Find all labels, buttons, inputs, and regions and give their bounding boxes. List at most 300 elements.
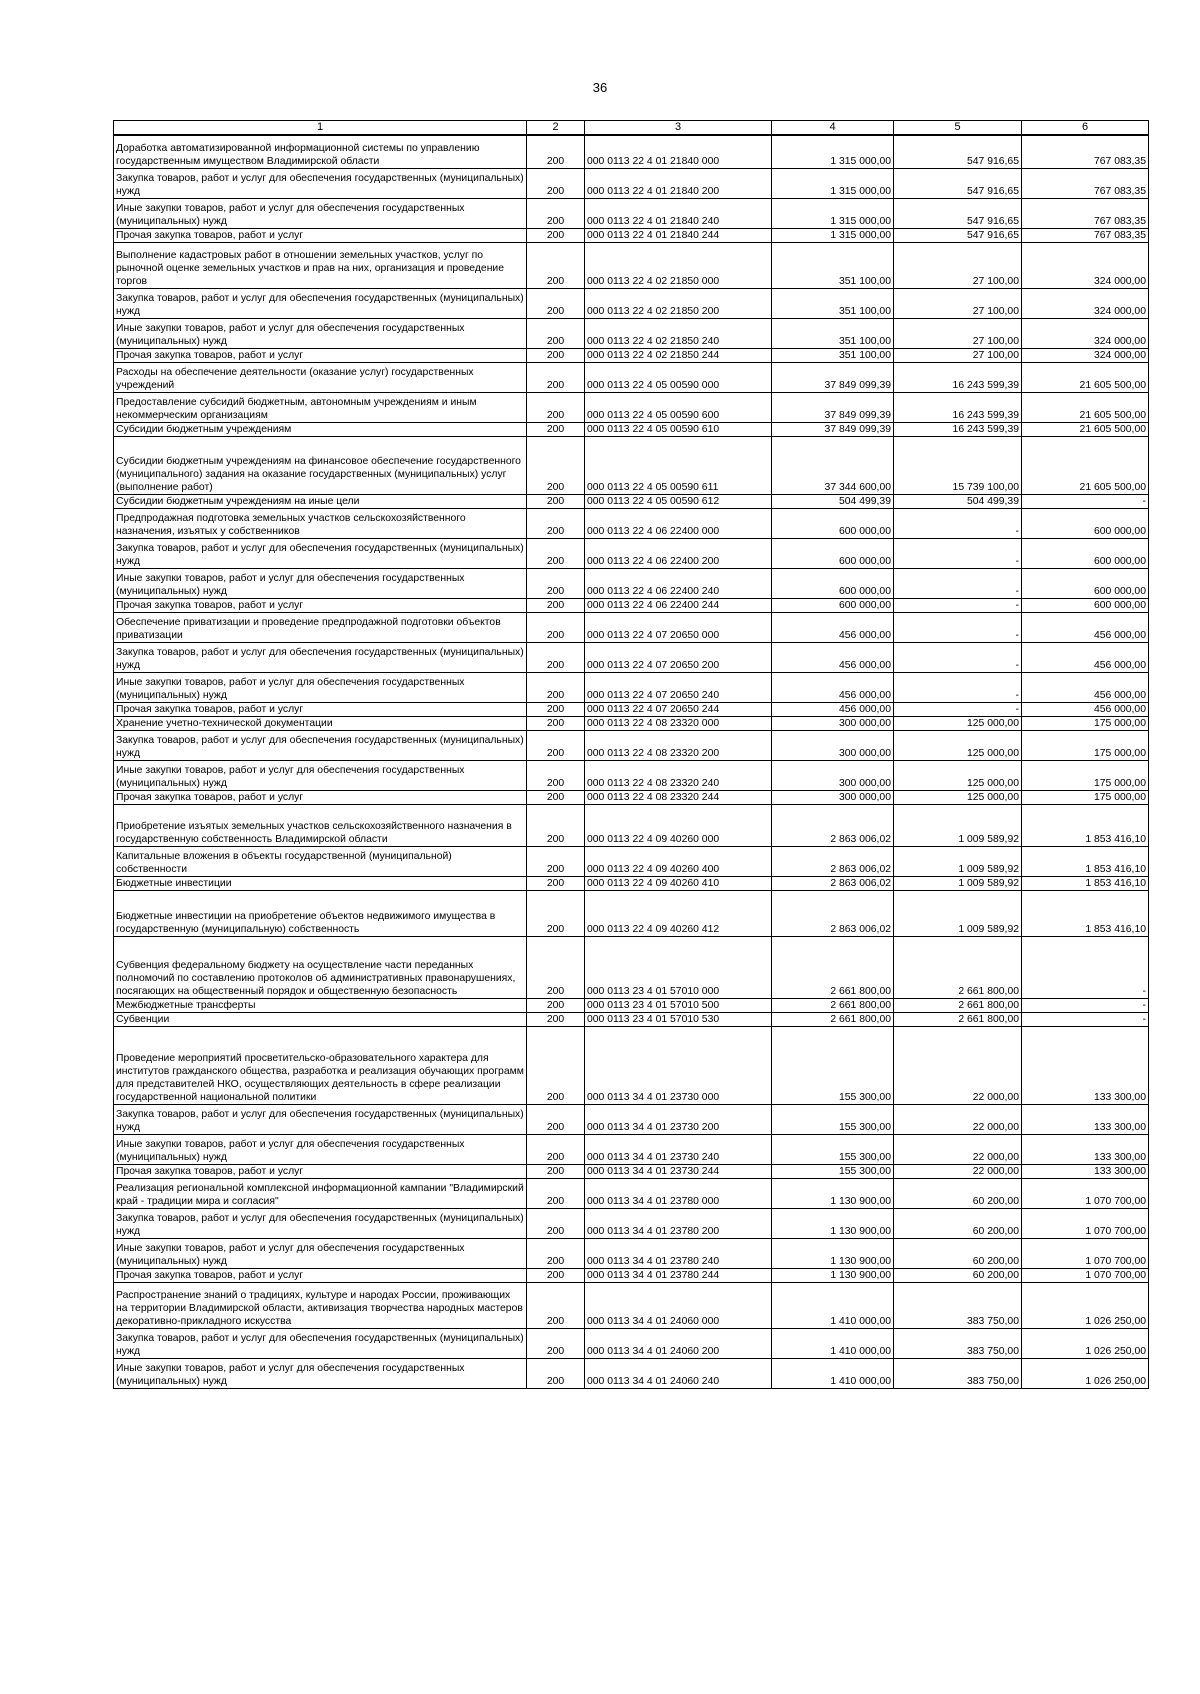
row-name: Иные закупки товаров, работ и услуг для обеспечения государственных (муниципальных) нужд bbox=[114, 1135, 527, 1165]
row-value-col4: 351 100,00 bbox=[772, 289, 894, 319]
row-code: 200 bbox=[527, 349, 585, 363]
row-name: Иные закупки товаров, работ и услуг для обеспечения государственных (муниципальных) нужд bbox=[114, 761, 527, 791]
row-value-col5: 22 000,00 bbox=[894, 1027, 1022, 1105]
header-col-2: 2 bbox=[527, 121, 585, 135]
row-name: Проведение мероприятий просветительско-образовательного характера для институтов гражданского общества, разработка и реализация обучающих программ для представителей НКО, осуществляющих деятельность в сфере реализации государственной национальной политики bbox=[114, 1027, 527, 1105]
row-kbk: 000 0113 22 4 05 00590 612 bbox=[585, 495, 772, 509]
row-value-col6: 1 026 250,00 bbox=[1022, 1329, 1149, 1359]
row-code: 200 bbox=[527, 1209, 585, 1239]
row-code: 200 bbox=[527, 169, 585, 199]
row-value-col6: 175 000,00 bbox=[1022, 731, 1149, 761]
row-value-col4: 600 000,00 bbox=[772, 509, 894, 539]
row-code: 200 bbox=[527, 1329, 585, 1359]
row-code: 200 bbox=[527, 289, 585, 319]
table-row bbox=[114, 613, 1149, 643]
row-code: 200 bbox=[527, 393, 585, 423]
row-kbk: 000 0113 22 4 02 21850 244 bbox=[585, 349, 772, 363]
row-value-col5: 60 200,00 bbox=[894, 1239, 1022, 1269]
row-name: Выполнение кадастровых работ в отношении земельных участков, услуг по рыночной оценке земельных участков и прав на них, организация и проведение торгов bbox=[114, 243, 527, 289]
row-value-col4: 2 863 006,02 bbox=[772, 847, 894, 877]
row-name: Субвенция федеральному бюджету на осуществление части переданных полномочий по составлению протоколов об административных правонарушениях, посягающих на общественный порядок и общественную безопасность bbox=[114, 937, 527, 999]
table-row bbox=[114, 393, 1149, 423]
row-kbk: 000 0113 22 4 07 20650 000 bbox=[585, 613, 772, 643]
table-row bbox=[114, 643, 1149, 673]
table-row bbox=[114, 999, 1149, 1013]
row-value-col4: 456 000,00 bbox=[772, 643, 894, 673]
row-name: Бюджетные инвестиции bbox=[114, 877, 527, 891]
row-value-col4: 37 849 099,39 bbox=[772, 393, 894, 423]
row-kbk: 000 0113 22 4 01 21840 200 bbox=[585, 169, 772, 199]
row-kbk: 000 0113 22 4 06 22400 240 bbox=[585, 569, 772, 599]
row-value-col5: - bbox=[894, 673, 1022, 703]
row-kbk: 000 0113 23 4 01 57010 000 bbox=[585, 937, 772, 999]
row-value-col4: 155 300,00 bbox=[772, 1027, 894, 1105]
row-value-col6: 1 853 416,10 bbox=[1022, 891, 1149, 937]
row-value-col4: 155 300,00 bbox=[772, 1165, 894, 1179]
table-row bbox=[114, 805, 1149, 847]
row-name: Реализация региональной комплексной информационной кампании "Владимирский край - традиции мира и согласия" bbox=[114, 1179, 527, 1209]
row-value-col6: 600 000,00 bbox=[1022, 569, 1149, 599]
row-code: 200 bbox=[527, 539, 585, 569]
row-value-col5: 547 916,65 bbox=[894, 169, 1022, 199]
row-value-col5: 1 009 589,92 bbox=[894, 891, 1022, 937]
row-name: Предпродажная подготовка земельных участков сельскохозяйственного назначения, изъятых у собственников bbox=[114, 509, 527, 539]
row-value-col4: 1 410 000,00 bbox=[772, 1283, 894, 1329]
row-value-col5: 125 000,00 bbox=[894, 791, 1022, 805]
row-value-col5: 547 916,65 bbox=[894, 135, 1022, 169]
row-value-col6: - bbox=[1022, 937, 1149, 999]
row-code: 200 bbox=[527, 1179, 585, 1209]
row-name: Бюджетные инвестиции на приобретение объектов недвижимого имущества в государственную (муниципальную) собственность bbox=[114, 891, 527, 937]
table-row bbox=[114, 703, 1149, 717]
row-code: 200 bbox=[527, 999, 585, 1013]
row-value-col4: 155 300,00 bbox=[772, 1105, 894, 1135]
row-value-col4: 300 000,00 bbox=[772, 761, 894, 791]
row-code: 200 bbox=[527, 1105, 585, 1135]
row-name: Прочая закупка товаров, работ и услуг bbox=[114, 349, 527, 363]
row-name: Закупка товаров, работ и услуг для обеспечения государственных (муниципальных) нужд bbox=[114, 1209, 527, 1239]
table-body bbox=[114, 135, 1149, 1389]
header-row bbox=[114, 121, 1149, 135]
table-row bbox=[114, 289, 1149, 319]
table-row bbox=[114, 135, 1149, 169]
table-row bbox=[114, 1329, 1149, 1359]
table-row bbox=[114, 349, 1149, 363]
row-value-col4: 300 000,00 bbox=[772, 717, 894, 731]
row-value-col4: 600 000,00 bbox=[772, 599, 894, 613]
header-col-6: 6 bbox=[1022, 121, 1149, 135]
row-name: Закупка товаров, работ и услуг для обеспечения государственных (муниципальных) нужд bbox=[114, 1105, 527, 1135]
row-name: Закупка товаров, работ и услуг для обеспечения государственных (муниципальных) нужд bbox=[114, 643, 527, 673]
row-kbk: 000 0113 22 4 08 23320 240 bbox=[585, 761, 772, 791]
row-value-col5: 22 000,00 bbox=[894, 1105, 1022, 1135]
row-kbk: 000 0113 22 4 09 40260 412 bbox=[585, 891, 772, 937]
row-code: 200 bbox=[527, 847, 585, 877]
table-row bbox=[114, 319, 1149, 349]
table-row bbox=[114, 1105, 1149, 1135]
row-value-col6: 324 000,00 bbox=[1022, 243, 1149, 289]
row-value-col5: - bbox=[894, 703, 1022, 717]
row-code: 200 bbox=[527, 229, 585, 243]
row-code: 200 bbox=[527, 243, 585, 289]
table-row bbox=[114, 1027, 1149, 1105]
row-value-col4: 37 849 099,39 bbox=[772, 363, 894, 393]
row-value-col6: 1 853 416,10 bbox=[1022, 847, 1149, 877]
row-name: Субсидии бюджетным учреждениям bbox=[114, 423, 527, 437]
row-value-col5: 27 100,00 bbox=[894, 319, 1022, 349]
table-row bbox=[114, 569, 1149, 599]
row-kbk: 000 0113 34 4 01 23730 200 bbox=[585, 1105, 772, 1135]
row-code: 200 bbox=[527, 599, 585, 613]
row-value-col4: 1 315 000,00 bbox=[772, 229, 894, 243]
row-value-col4: 1 130 900,00 bbox=[772, 1209, 894, 1239]
row-code: 200 bbox=[527, 1027, 585, 1105]
header-col-3: 3 bbox=[585, 121, 772, 135]
row-kbk: 000 0113 22 4 06 22400 200 bbox=[585, 539, 772, 569]
row-value-col6: 21 605 500,00 bbox=[1022, 423, 1149, 437]
row-value-col4: 1 410 000,00 bbox=[772, 1329, 894, 1359]
row-kbk: 000 0113 34 4 01 23780 244 bbox=[585, 1269, 772, 1283]
table-row bbox=[114, 1269, 1149, 1283]
row-value-col4: 2 863 006,02 bbox=[772, 877, 894, 891]
row-name: Иные закупки товаров, работ и услуг для обеспечения государственных (муниципальных) нужд bbox=[114, 199, 527, 229]
table-row bbox=[114, 791, 1149, 805]
row-value-col4: 351 100,00 bbox=[772, 349, 894, 363]
table-row bbox=[114, 937, 1149, 999]
row-name: Прочая закупка товаров, работ и услуг bbox=[114, 1165, 527, 1179]
row-value-col5: 1 009 589,92 bbox=[894, 847, 1022, 877]
row-code: 200 bbox=[527, 135, 585, 169]
row-value-col4: 37 849 099,39 bbox=[772, 423, 894, 437]
table-row bbox=[114, 437, 1149, 495]
row-kbk: 000 0113 22 4 07 20650 200 bbox=[585, 643, 772, 673]
row-value-col4: 37 344 600,00 bbox=[772, 437, 894, 495]
row-value-col4: 456 000,00 bbox=[772, 673, 894, 703]
row-value-col6: 600 000,00 bbox=[1022, 509, 1149, 539]
row-name: Субсидии бюджетным учреждениям на финансовое обеспечение государственного (муниципального) задания на оказание государственных (муниципальных) услуг (выполнение работ) bbox=[114, 437, 527, 495]
row-value-col6: 175 000,00 bbox=[1022, 791, 1149, 805]
page-number: 36 bbox=[592, 80, 608, 95]
row-value-col5: 547 916,65 bbox=[894, 199, 1022, 229]
row-value-col4: 1 130 900,00 bbox=[772, 1269, 894, 1283]
row-code: 200 bbox=[527, 437, 585, 495]
row-value-col6: 767 083,35 bbox=[1022, 169, 1149, 199]
table-row bbox=[114, 229, 1149, 243]
row-value-col4: 1 130 900,00 bbox=[772, 1179, 894, 1209]
row-value-col5: 2 661 800,00 bbox=[894, 999, 1022, 1013]
row-value-col4: 155 300,00 bbox=[772, 1135, 894, 1165]
row-kbk: 000 0113 22 4 01 21840 240 bbox=[585, 199, 772, 229]
row-kbk: 000 0113 23 4 01 57010 500 bbox=[585, 999, 772, 1013]
row-value-col6: 21 605 500,00 bbox=[1022, 437, 1149, 495]
row-name: Иные закупки товаров, работ и услуг для обеспечения государственных (муниципальных) нужд bbox=[114, 1359, 527, 1389]
row-value-col4: 1 315 000,00 bbox=[772, 169, 894, 199]
row-value-col5: - bbox=[894, 539, 1022, 569]
row-value-col6: - bbox=[1022, 1013, 1149, 1027]
row-kbk: 000 0113 22 4 05 00590 000 bbox=[585, 363, 772, 393]
row-name: Хранение учетно-технической документации bbox=[114, 717, 527, 731]
row-name: Приобретение изъятых земельных участков сельскохозяйственного назначения в государственную собственность Владимирской области bbox=[114, 805, 527, 847]
row-name: Иные закупки товаров, работ и услуг для обеспечения государственных (муниципальных) нужд bbox=[114, 569, 527, 599]
row-value-col6: 1 026 250,00 bbox=[1022, 1283, 1149, 1329]
table-row bbox=[114, 199, 1149, 229]
row-code: 200 bbox=[527, 805, 585, 847]
row-value-col6: 175 000,00 bbox=[1022, 761, 1149, 791]
row-code: 200 bbox=[527, 569, 585, 599]
row-value-col6: 456 000,00 bbox=[1022, 613, 1149, 643]
row-name: Прочая закупка товаров, работ и услуг bbox=[114, 791, 527, 805]
row-value-col6: 600 000,00 bbox=[1022, 539, 1149, 569]
row-kbk: 000 0113 22 4 08 23320 244 bbox=[585, 791, 772, 805]
row-code: 200 bbox=[527, 673, 585, 703]
row-value-col4: 456 000,00 bbox=[772, 703, 894, 717]
table-row bbox=[114, 599, 1149, 613]
row-name: Прочая закупка товаров, работ и услуг bbox=[114, 1269, 527, 1283]
row-name: Субвенции bbox=[114, 1013, 527, 1027]
row-value-col6: 1 070 700,00 bbox=[1022, 1209, 1149, 1239]
row-value-col5: - bbox=[894, 643, 1022, 673]
row-code: 200 bbox=[527, 423, 585, 437]
row-value-col5: - bbox=[894, 569, 1022, 599]
row-value-col4: 600 000,00 bbox=[772, 569, 894, 599]
row-value-col6: - bbox=[1022, 495, 1149, 509]
row-kbk: 000 0113 22 4 02 21850 200 bbox=[585, 289, 772, 319]
row-value-col4: 351 100,00 bbox=[772, 243, 894, 289]
row-value-col5: 60 200,00 bbox=[894, 1179, 1022, 1209]
row-value-col4: 2 863 006,02 bbox=[772, 891, 894, 937]
row-kbk: 000 0113 22 4 07 20650 244 bbox=[585, 703, 772, 717]
row-value-col5: 383 750,00 bbox=[894, 1283, 1022, 1329]
row-kbk: 000 0113 34 4 01 23780 240 bbox=[585, 1239, 772, 1269]
row-value-col5: 2 661 800,00 bbox=[894, 937, 1022, 999]
row-value-col5: 547 916,65 bbox=[894, 229, 1022, 243]
table-row bbox=[114, 169, 1149, 199]
budget-table bbox=[113, 120, 1149, 1389]
row-name: Распространение знаний о традициях, культуре и народах России, проживающих на территории Владимирской области, активизация творчества народных мастеров декоративно-прикладного искусства bbox=[114, 1283, 527, 1329]
row-value-col6: 456 000,00 bbox=[1022, 673, 1149, 703]
row-name: Субсидии бюджетным учреждениям на иные цели bbox=[114, 495, 527, 509]
row-value-col5: 16 243 599,39 bbox=[894, 393, 1022, 423]
row-value-col6: 21 605 500,00 bbox=[1022, 393, 1149, 423]
row-value-col6: 456 000,00 bbox=[1022, 703, 1149, 717]
table-row bbox=[114, 539, 1149, 569]
row-kbk: 000 0113 34 4 01 24060 200 bbox=[585, 1329, 772, 1359]
table-row bbox=[114, 1239, 1149, 1269]
row-value-col5: 1 009 589,92 bbox=[894, 805, 1022, 847]
row-kbk: 000 0113 22 4 05 00590 600 bbox=[585, 393, 772, 423]
row-value-col5: 22 000,00 bbox=[894, 1165, 1022, 1179]
row-value-col6: 1 070 700,00 bbox=[1022, 1239, 1149, 1269]
row-value-col4: 1 410 000,00 bbox=[772, 1359, 894, 1389]
table-row bbox=[114, 1013, 1149, 1027]
row-code: 200 bbox=[527, 891, 585, 937]
row-name: Прочая закупка товаров, работ и услуг bbox=[114, 229, 527, 243]
row-value-col5: - bbox=[894, 613, 1022, 643]
row-kbk: 000 0113 34 4 01 24060 240 bbox=[585, 1359, 772, 1389]
row-name: Межбюджетные трансферты bbox=[114, 999, 527, 1013]
row-name: Иные закупки товаров, работ и услуг для обеспечения государственных (муниципальных) нужд bbox=[114, 673, 527, 703]
row-value-col5: 16 243 599,39 bbox=[894, 363, 1022, 393]
row-value-col6: 324 000,00 bbox=[1022, 319, 1149, 349]
row-value-col5: 125 000,00 bbox=[894, 717, 1022, 731]
row-value-col5: 27 100,00 bbox=[894, 243, 1022, 289]
row-value-col4: 300 000,00 bbox=[772, 791, 894, 805]
row-code: 200 bbox=[527, 319, 585, 349]
row-name: Закупка товаров, работ и услуг для обеспечения государственных (муниципальных) нужд bbox=[114, 289, 527, 319]
row-name: Доработка автоматизированной информационной системы по управлению государственным имуществом Владимирской области bbox=[114, 135, 527, 169]
table-row bbox=[114, 1179, 1149, 1209]
row-kbk: 000 0113 34 4 01 23730 240 bbox=[585, 1135, 772, 1165]
row-value-col6: 456 000,00 bbox=[1022, 643, 1149, 673]
row-value-col6: 600 000,00 bbox=[1022, 599, 1149, 613]
row-code: 200 bbox=[527, 1013, 585, 1027]
row-code: 200 bbox=[527, 643, 585, 673]
row-kbk: 000 0113 22 4 09 40260 400 bbox=[585, 847, 772, 877]
row-value-col5: 22 000,00 bbox=[894, 1135, 1022, 1165]
header-col-5: 5 bbox=[894, 121, 1022, 135]
table-row bbox=[114, 717, 1149, 731]
header-col-1: 1 bbox=[114, 121, 527, 135]
row-value-col6: 324 000,00 bbox=[1022, 289, 1149, 319]
row-value-col6: 1 070 700,00 bbox=[1022, 1269, 1149, 1283]
row-name: Капитальные вложения в объекты государственной (муниципальной) собственности bbox=[114, 847, 527, 877]
table-row bbox=[114, 877, 1149, 891]
table-row bbox=[114, 673, 1149, 703]
row-value-col6: 133 300,00 bbox=[1022, 1105, 1149, 1135]
row-value-col4: 1 315 000,00 bbox=[772, 199, 894, 229]
row-kbk: 000 0113 34 4 01 23730 000 bbox=[585, 1027, 772, 1105]
row-value-col4: 2 661 800,00 bbox=[772, 999, 894, 1013]
row-value-col4: 2 661 800,00 bbox=[772, 1013, 894, 1027]
row-value-col6: 767 083,35 bbox=[1022, 229, 1149, 243]
row-name: Обеспечение приватизации и проведение предпродажной подготовки объектов приватизации bbox=[114, 613, 527, 643]
row-kbk: 000 0113 34 4 01 23780 000 bbox=[585, 1179, 772, 1209]
table-row bbox=[114, 423, 1149, 437]
row-code: 200 bbox=[527, 761, 585, 791]
row-value-col6: 21 605 500,00 bbox=[1022, 363, 1149, 393]
table-row bbox=[114, 1359, 1149, 1389]
row-name: Предоставление субсидий бюджетным, автономным учреждениям и иным некоммерческим организациям bbox=[114, 393, 527, 423]
row-name: Закупка товаров, работ и услуг для обеспечения государственных (муниципальных) нужд bbox=[114, 1329, 527, 1359]
table-row bbox=[114, 509, 1149, 539]
row-kbk: 000 0113 22 4 05 00590 610 bbox=[585, 423, 772, 437]
row-code: 200 bbox=[527, 509, 585, 539]
row-kbk: 000 0113 22 4 06 22400 000 bbox=[585, 509, 772, 539]
row-value-col5: 383 750,00 bbox=[894, 1329, 1022, 1359]
row-value-col6: 133 300,00 bbox=[1022, 1027, 1149, 1105]
row-kbk: 000 0113 22 4 01 21840 244 bbox=[585, 229, 772, 243]
row-code: 200 bbox=[527, 937, 585, 999]
table-row bbox=[114, 363, 1149, 393]
row-kbk: 000 0113 22 4 02 21850 000 bbox=[585, 243, 772, 289]
row-kbk: 000 0113 22 4 09 40260 000 bbox=[585, 805, 772, 847]
row-value-col6: 175 000,00 bbox=[1022, 717, 1149, 731]
row-name: Иные закупки товаров, работ и услуг для обеспечения государственных (муниципальных) нужд bbox=[114, 319, 527, 349]
row-value-col6: 1 853 416,10 bbox=[1022, 877, 1149, 891]
table-row bbox=[114, 731, 1149, 761]
row-value-col5: 15 739 100,00 bbox=[894, 437, 1022, 495]
row-code: 200 bbox=[527, 1269, 585, 1283]
row-kbk: 000 0113 22 4 09 40260 410 bbox=[585, 877, 772, 891]
row-value-col6: 133 300,00 bbox=[1022, 1135, 1149, 1165]
row-code: 200 bbox=[527, 199, 585, 229]
row-value-col5: 16 243 599,39 bbox=[894, 423, 1022, 437]
row-kbk: 000 0113 22 4 01 21840 000 bbox=[585, 135, 772, 169]
row-code: 200 bbox=[527, 1135, 585, 1165]
row-value-col5: - bbox=[894, 509, 1022, 539]
table-row bbox=[114, 761, 1149, 791]
row-value-col4: 300 000,00 bbox=[772, 731, 894, 761]
row-code: 200 bbox=[527, 791, 585, 805]
table-row bbox=[114, 1135, 1149, 1165]
row-code: 200 bbox=[527, 363, 585, 393]
row-code: 200 bbox=[527, 731, 585, 761]
row-kbk: 000 0113 34 4 01 24060 000 bbox=[585, 1283, 772, 1329]
table-row bbox=[114, 243, 1149, 289]
row-name: Прочая закупка товаров, работ и услуг bbox=[114, 703, 527, 717]
row-code: 200 bbox=[527, 703, 585, 717]
row-kbk: 000 0113 22 4 05 00590 611 bbox=[585, 437, 772, 495]
row-kbk: 000 0113 23 4 01 57010 530 bbox=[585, 1013, 772, 1027]
table-row bbox=[114, 1209, 1149, 1239]
row-name: Закупка товаров, работ и услуг для обеспечения государственных (муниципальных) нужд bbox=[114, 539, 527, 569]
row-value-col4: 351 100,00 bbox=[772, 319, 894, 349]
row-kbk: 000 0113 22 4 08 23320 000 bbox=[585, 717, 772, 731]
row-value-col5: - bbox=[894, 599, 1022, 613]
row-kbk: 000 0113 22 4 06 22400 244 bbox=[585, 599, 772, 613]
row-value-col6: 767 083,35 bbox=[1022, 199, 1149, 229]
row-value-col4: 600 000,00 bbox=[772, 539, 894, 569]
row-value-col6: 767 083,35 bbox=[1022, 135, 1149, 169]
row-value-col5: 1 009 589,92 bbox=[894, 877, 1022, 891]
row-name: Иные закупки товаров, работ и услуг для обеспечения государственных (муниципальных) нужд bbox=[114, 1239, 527, 1269]
row-kbk: 000 0113 34 4 01 23730 244 bbox=[585, 1165, 772, 1179]
row-value-col5: 60 200,00 bbox=[894, 1209, 1022, 1239]
row-value-col4: 1 130 900,00 bbox=[772, 1239, 894, 1269]
table-row bbox=[114, 891, 1149, 937]
row-value-col4: 1 315 000,00 bbox=[772, 135, 894, 169]
row-value-col5: 2 661 800,00 bbox=[894, 1013, 1022, 1027]
row-value-col5: 27 100,00 bbox=[894, 289, 1022, 319]
row-kbk: 000 0113 34 4 01 23780 200 bbox=[585, 1209, 772, 1239]
table-row bbox=[114, 847, 1149, 877]
row-code: 200 bbox=[527, 1165, 585, 1179]
row-name: Расходы на обеспечение деятельности (оказание услуг) государственных учреждений bbox=[114, 363, 527, 393]
row-value-col5: 27 100,00 bbox=[894, 349, 1022, 363]
row-value-col5: 504 499,39 bbox=[894, 495, 1022, 509]
row-value-col5: 60 200,00 bbox=[894, 1269, 1022, 1283]
row-value-col4: 2 863 006,02 bbox=[772, 805, 894, 847]
row-code: 200 bbox=[527, 877, 585, 891]
row-value-col6: 1 026 250,00 bbox=[1022, 1359, 1149, 1389]
row-value-col4: 2 661 800,00 bbox=[772, 937, 894, 999]
row-name: Прочая закупка товаров, работ и услуг bbox=[114, 599, 527, 613]
table-row bbox=[114, 1165, 1149, 1179]
row-code: 200 bbox=[527, 613, 585, 643]
row-code: 200 bbox=[527, 717, 585, 731]
row-value-col4: 504 499,39 bbox=[772, 495, 894, 509]
row-value-col6: - bbox=[1022, 999, 1149, 1013]
row-code: 200 bbox=[527, 495, 585, 509]
row-value-col5: 383 750,00 bbox=[894, 1359, 1022, 1389]
row-code: 200 bbox=[527, 1283, 585, 1329]
row-value-col4: 456 000,00 bbox=[772, 613, 894, 643]
row-name: Закупка товаров, работ и услуг для обеспечения государственных (муниципальных) нужд bbox=[114, 731, 527, 761]
row-kbk: 000 0113 22 4 07 20650 240 bbox=[585, 673, 772, 703]
row-kbk: 000 0113 22 4 08 23320 200 bbox=[585, 731, 772, 761]
row-code: 200 bbox=[527, 1359, 585, 1389]
header-col-4: 4 bbox=[772, 121, 894, 135]
